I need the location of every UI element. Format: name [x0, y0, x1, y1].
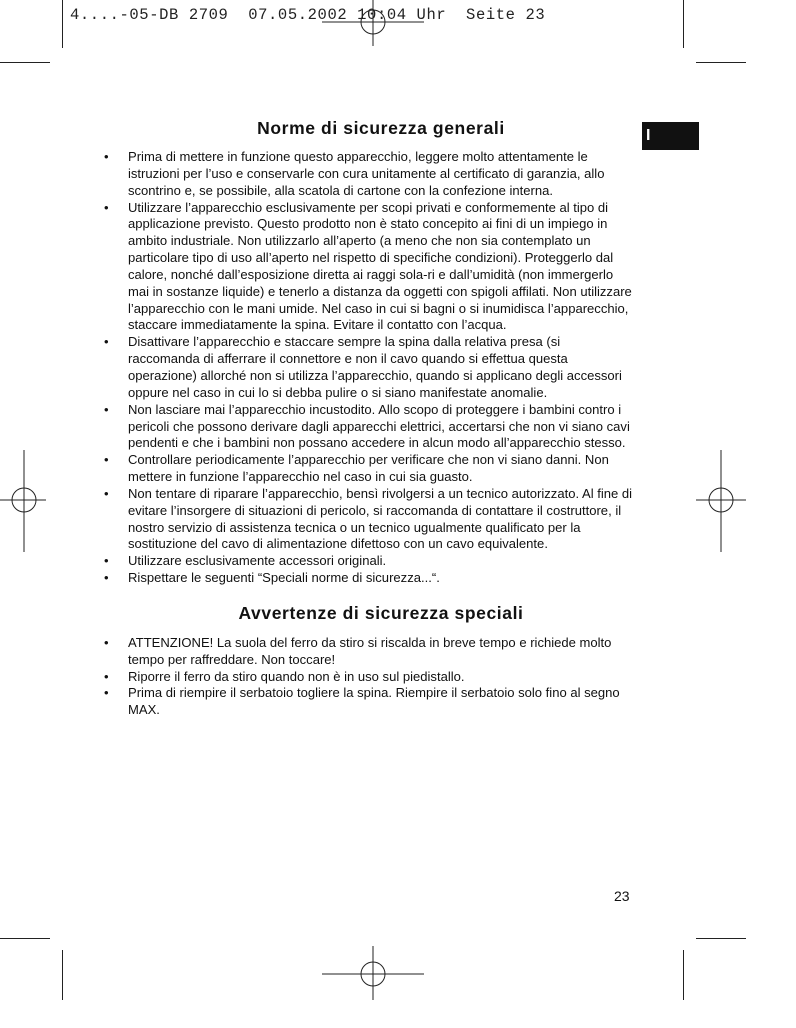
list-item: • Utilizzare esclusivamente accessori originali. [103, 553, 633, 570]
language-tab [642, 122, 699, 150]
crop-mark-bottom-left-v [62, 950, 63, 1000]
crop-mark-bottom-right-v [683, 950, 684, 1000]
list-item: • Controllare periodicamente l’apparecchio per verificare che non vi siano danni. Non mettere in funzione l’apparecchio nel caso in cui sia guasto. [103, 452, 633, 486]
language-tab-label: I [646, 127, 651, 144]
list-item: • Utilizzare l’apparecchio esclusivamente per scopi privati e conformemente al tipo di applicazione previsto. Questo prodotto non è stato concepito ai fini di un impiego in ambito industriale. Non utilizzarlo all’aperto (a meno che non sia contemplato un particolare tipo di uso all’aperto nel rispetto di specifiche condizioni). Proteggerlo dal calore, nonché dall’esposizione diretta ai raggi sola-ri e dall’umidità (non immergerlo mai in sostanze liquide) e tenerlo a distanza da oggetti con spigoli affilati. Non utilizzare l’apparecchio con le mani umide. Nel caso in cui si bagni o si inumidisca l’apparecchio, staccare immediatamente la spina. Evitare il contatto con l’acqua. [103, 200, 633, 335]
crop-mark-bottom-left-h [0, 938, 50, 939]
section-title-special-safety: Avvertenze di sicurezza speciali [238, 602, 524, 623]
list-item: • Rispettare le seguenti “Speciali norme di sicurezza...“. [103, 570, 633, 587]
crop-mark-bottom-right-h [696, 938, 746, 939]
list-item: • Prima di mettere in funzione questo apparecchio, leggere molto attentamente le istruzioni per l’uso e conservarle con cura unitamente al certificato di garanzia, allo scontrino e, se possibile, alla scatola di cartone con la confezione interna. [103, 149, 633, 200]
crop-mark-top-left-v [62, 0, 63, 48]
crop-mark-top-right-v [683, 0, 684, 48]
section-title-general-safety: Norme di sicurezza generali [257, 118, 505, 138]
general-safety-list [103, 149, 633, 587]
page-number: 23 [614, 888, 630, 904]
registration-mark-right-icon [696, 450, 746, 552]
crop-mark-top-left-h [0, 62, 50, 63]
registration-mark-left-icon [0, 450, 46, 552]
list-item: • Disattivare l’apparecchio e staccare sempre la spina dalla relativa presa (si raccomanda di afferrare il connettore e non il cavo quando si effettua questa operazione) allorché non si utilizza l’apparecchio, quando si applicano degli accessori oppure nel caso in cui lo si debba pulire o si siano manifestate anomalie. [103, 334, 633, 401]
print-header: 4....-05-DB 2709 07.05.2002 10:04 Uhr Seite 23 [70, 6, 546, 24]
list-item: • ATTENZIONE! La suola del ferro da stiro si riscalda in breve tempo e richiede molto tempo per raffreddare. Non toccare! [103, 635, 633, 669]
main-content [103, 118, 633, 719]
crop-mark-top-right-h [696, 62, 746, 63]
list-item: • Riporre il ferro da stiro quando non è in uso sul piedistallo. [103, 669, 633, 686]
registration-mark-bottom-icon [322, 946, 424, 1000]
registration-mark-top-icon [322, 0, 424, 46]
list-item: • Prima di riempire il serbatoio togliere la spina. Riempire il serbatoio solo fino al segno MAX. [103, 685, 633, 719]
special-safety-list [103, 635, 633, 719]
list-item: • Non lasciare mai l’apparecchio incustodito. Allo scopo di proteggere i bambini contro i pericoli che possono derivare dagli apparecchi elettrici, accertarsi che non vi siano cavi pendenti e che i bambini non possano accedere in alcun modo all’apparecchio stesso. [103, 402, 633, 453]
list-item: • Non tentare di riparare l’apparecchio, bensì rivolgersi a un tecnico autorizzato. Al fine di evitare l’insorgere di situazioni di pericolo, si raccomanda di contattare il costruttore, il nostro servizio di assistenza tecnica o un tecnico ugualmente qualificato per la sostituzione del cavo di alimentazione difettoso con un cavo equivalente. [103, 486, 633, 553]
